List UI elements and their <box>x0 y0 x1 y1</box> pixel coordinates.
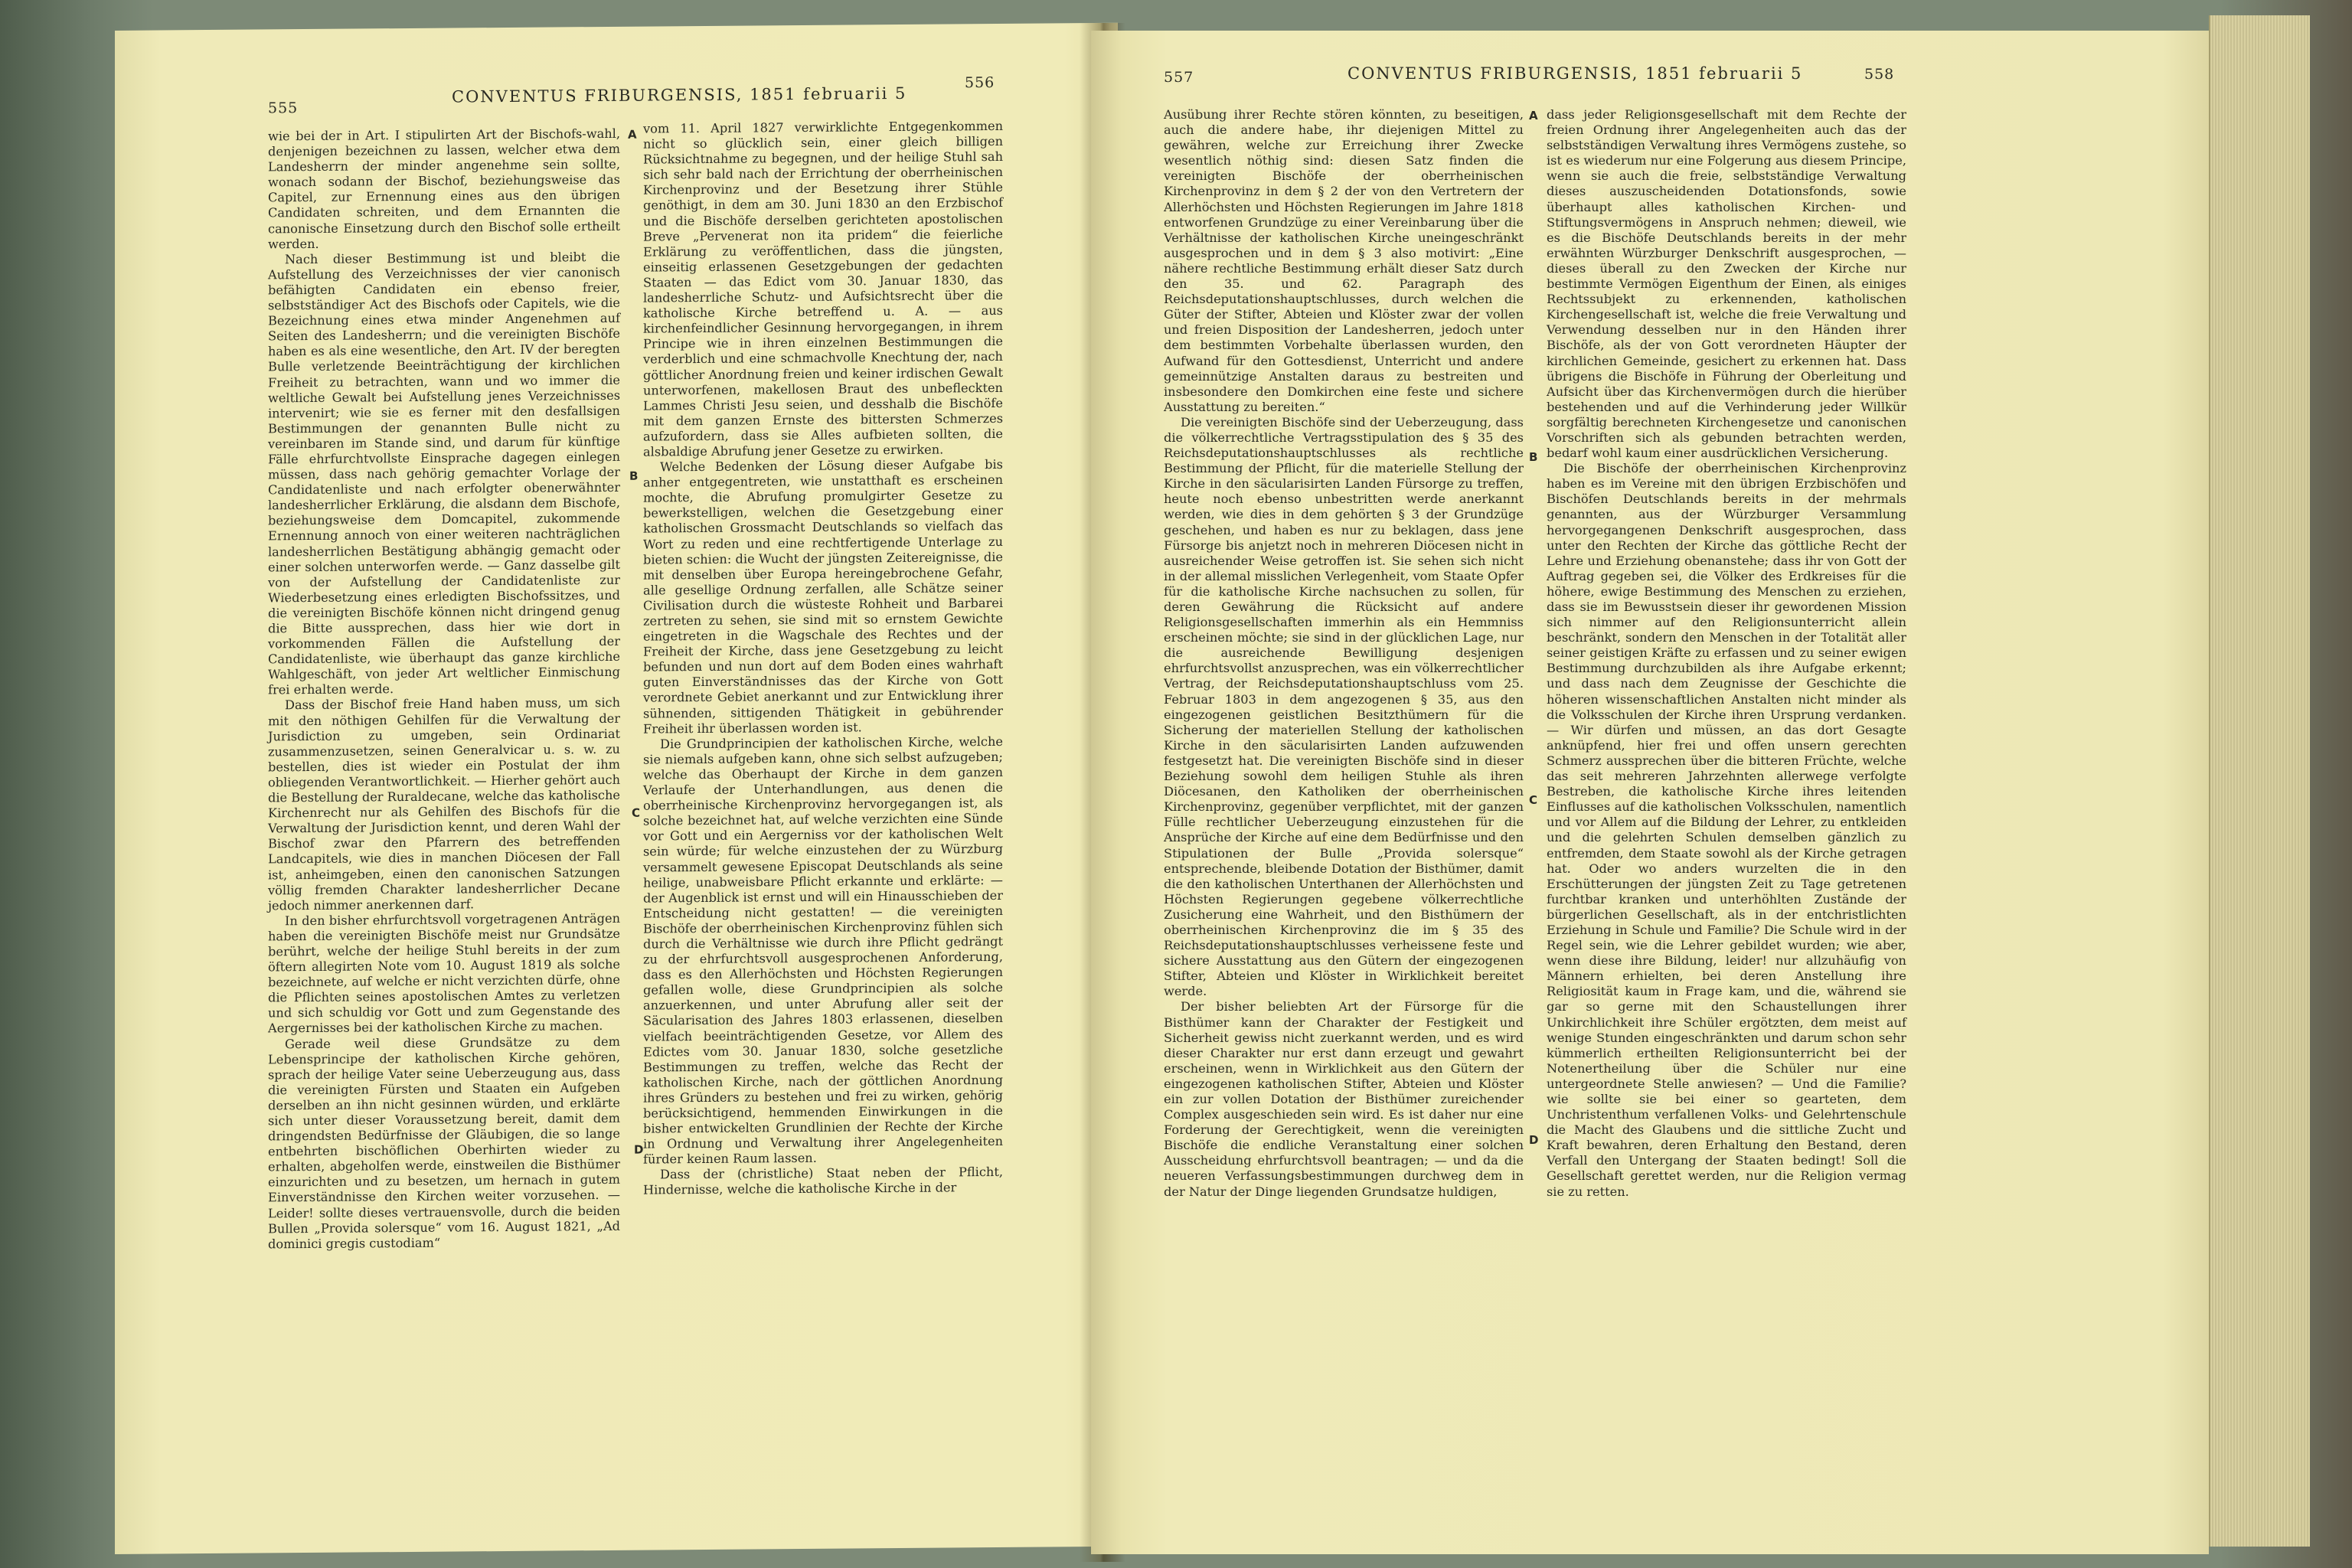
paragraph: Ausübung ihrer Rechte stören könnten, zu beseitigen, auch die andere habe, ihr diejenigen Mittel zu gewähren, welche zur Erreichung ihrer Zwecke wesentlich nöthig sind: diesen Satz finden die vereinigten Bischöfe der oberrheinischen Kirchenprovinz in dem § 2 der von den Vertretern der Allerhöchsten und Höchsten Regierungen im Jahre 1818 entworfenen Grundzüge zu einer Vereinbarung über die Verhältnisse der katholischen Kirche uneingeschränkt ausgesprochen und in dem § 3 also motivirt: „Eine nähere rechtliche Bestimmung erhält dieser Satz durch den 35. und 62. Paragraph des Reichsdeputationshauptschlusses, durch welchen die Güter der Stifter, Abteien und Klöster zwar der vollen und freien Disposition der Landesherren, jedoch unter dem bestimmten Vorbehalte überlassen wurden, den Aufwand für den Gottesdienst, Unterricht und andere gemeinnützige Anstalten daraus zu bestreiten und insbesondere den Domkirchen eine feste und sichere Ausstattung zu bereiten.“ <box>1164 107 1524 414</box>
right-page-column-b <box>1547 107 1906 1200</box>
paragraph: Dass der Bischof freie Hand haben muss, um sich mit den nöthigen Gehilfen für die Verwaltung der Jurisdiction zu umgeben, sein Ordinariat zusammenzusetzen, seinen Generalvicar u. s. w. zu bestellen, dies ist wieder ein Postulat der ihm obliegenden Verantwortlichkeit. — Hierher gehört auch die Bestellung der Ruraldecane, welche das katholische Kirchenrecht nur als Gehilfen des Bischofs für die Verwaltung der Jurisdiction kennt, und deren Wahl der Bischof zwar den Pfarrern des betreffenden Landcapitels, wie dies in manchen Diöcesen der Fall ist, anheimgeben, einen den canonischen Satzungen völlig fremden Charakter landesherrlicher Decane jedoch nimmer anerkennen darf. <box>268 695 620 913</box>
margin-marker-b: B <box>629 469 639 483</box>
running-head-right: CONVENTUS FRIBURGENSIS, 1851 februarii 5 <box>1348 64 1803 83</box>
paragraph: Dass der (christliche) Staat neben der Pflicht, Hindernisse, welche die katholische Kirche in der <box>643 1165 1003 1198</box>
page-edge-stack <box>2209 15 2310 1547</box>
right-page-column-a <box>1164 107 1524 1200</box>
paragraph: dass jeder Religionsgesellschaft mit dem Rechte der freien Ordnung ihrer Angelegenheiten auch das der selbstständigen Verwaltung ihres Vermögens zustehe, so ist es wiederum nur eine Folgerung aus diesem Principe, wenn sie auch die freie, selbstständige Verwaltung dieses auszuscheidenden Dotationsfonds, sowie überhaupt alles katholischen Kirchen- und Stiftungsvermögens in Anspruch nehmen; dieweil, wie es die Bischöfe Deutschlands bereits in der mehr erwähnten Würzburger Denkschrift ausgesprochen, — dieses überall zu den Zwecken der Kirche nur bestimmte Vermögen Eigenthum der Einen, als einiges Rechtssubjekt zu erkennenden, katholischen Kirchengesellschaft ist, welche die freie Verwaltung und Verwendung desselben nur in den Händen ihrer Bischöfe, als der von Gott verordneten Häupter der kirchlichen Gemeinde, gesichert zu erkennen hat. Dass übrigens die Bischöfe in Führung der Oberleitung und Aufsicht über das Kirchenvermögen durch die hierüber bestehenden und auf die Verhinderung jeder Willkür sorgfältig berechneten Kirchengesetze und canonischen Vorschriften sich als gebunden betrachten werden, bedarf wohl kaum einer ausdrücklichen Versicherung. <box>1547 107 1906 461</box>
paragraph: Gerade weil diese Grundsätze zu dem Lebensprincipe der katholischen Kirche gehören, sprach der heilige Vater seine Ueberzeugung aus, dass die vereinigten Fürsten und Staaten ein Aufgeben derselben an ihn nicht gesinnen würden, und erklärte sich unter dieser Voraussetzung bereit, damit dem dringendsten Bedürfnisse der Gläubigen, die so lange entbehrten bischöflichen Oberhirten wieder zu erhalten, abgeholfen werde, einstweilen die Bisthümer einzurichten und zu besetzen, um hernach in gutem Einverständnisse den Kirchen weiter vorzusehen. — Leider! sollte dieses vertrauensvolle, durch die beiden Bullen „Provida solersque“ vom 16. August 1821, „Ad dominici gregis custodiam“ <box>268 1034 620 1252</box>
paragraph: wie bei der in Art. I stipulirten Art der Bischofs-wahl, denjenigen bezeichnen zu lassen, welcher etwa dem Landesherrn der minder angenehme sein sollte, wonach sodann der Bischof, beziehungsweise das Capitel, zur Ernennung eines aus den übrigen Candidaten schreiten, und dem Ernannten die canonische Einsetzung durch den Bischof solle ertheilt werden. <box>268 126 620 252</box>
paragraph: Nach dieser Bestimmung ist und bleibt die Aufstellung des Verzeichnisses der vier canonisch befähigten Candidaten ein ebenso freier, selbstständiger Act des Bischofs oder Capitels, wie die Bezeichnung eines etwa minder Angenehmen auf Seiten des Landesherrn; und die vereinigten Bischöfe haben es als eine wesentliche, den Art. IV der beregten Bulle verletzende Beeinträchtigung der kirchlichen Freiheit zu betrachten, wann und wo immer die weltliche Gewalt bei Aufstellung jenes Verzeichnisses intervenirt; wie sie es ferner mit den desfallsigen Bestimmungen der genannten Bulle nicht zu vereinbaren im Stande sind, und darum für künftige Fälle ehrfurchtvollste Einsprache dagegen einlegen müssen, dass nach gehörig gemachter Vorlage der Candidatenliste und nach erfolgter obenerwähnter landesherrlicher Erklärung, die alsdann dem Bischofe, beziehungsweise dem Domcapitel, zukommende Ernennung annoch von einer weiteren nachträglichen landesherrlichen Bestätigung abhängig gemacht oder einer solchen unterworfen werde. — Ganz dasselbe gilt von der Aufstellung der Candidatenliste zur Wiederbesetzung eines erledigten Bischofssitzes, und die vereinigten Bischöfe können nicht dringend genug die Bitte aussprechen, dass hier wie dort in vorkommenden Fällen die Aufstellung der Candidatenliste, wie überhaupt das ganze kirchliche Wahlgeschäft, von jeder Art weltlicher Einmischung frei erhalten werde. <box>268 249 620 697</box>
paragraph: Welche Bedenken der Lösung dieser Aufgabe bis anher entgegentreten, wie unstatthaft es erscheinen mochte, die Abrufung promulgirter Gesetze zu bewerkstelligen, welchen die Gesetzgebung einer katholischen Grossmacht Deutschlands so vielfach das Wort zu reden und eine rechtfertigende Unterlage zu bieten schien: die Wucht der jüngsten Zeitereignisse, die mit denselben über Europa hereingebrochene Gefahr, alle gesellige Ordnung zerfallen, alle Schätze seiner Civilisation durch die wüsteste Rohheit und Barbarei zertreten zu sehen, sie sind mit so ernstem Gewichte eingetreten in die Wagschale des Rechtes und der Freiheit der Kirche, dass jene Gesetzgebung zu leicht befunden und nun dort auf dem Boden eines wahrhaft guten Einverständnisses das der Kirche von Gott verordnete Gebiet anerkannt und zur Entwicklung ihrer sühnenden, sittigenden Thätigkeit in gebührender Freiheit ihr überlassen worden ist. <box>643 456 1003 737</box>
left-page <box>115 23 1118 1554</box>
page-number-557: 557 <box>1164 69 1194 86</box>
running-head-left: CONVENTUS FRIBURGENSIS, 1851 februarii 5 <box>452 83 907 106</box>
paragraph: Die Bischöfe der oberrheinischen Kirchenprovinz haben es im Vereine mit den übrigen Erzbischöfen und Bischöfen Deutschlands bereits in der mehrmals genannten, aus der Würzburger Versammlung hervorgegangenen Denkschrift ausgesprochen, dass unter den Rechten der Kirche das göttliche Recht der Lehre und Erziehung obenanstehe; dass ihr von Gott der Auftrag gegeben sei, die Völker des Erdkreises für die höhere, ewige Bestimmung des Menschen zu erziehen, dass sie im Bewusstsein dieser ihr gewordenen Mission sich nimmer auf den Religionsunterricht allein beschränkt, sondern den Menschen in der Totalität aller seiner geistigen Kräfte zu erfassen und zu seiner ewigen Bestimmung durchzubilden als ihre Aufgabe erkennt; und dass nach dem Zeugnisse der Geschichte die höheren wissenschaftlichen Anstalten nicht minder als die Volksschulen der Kirche ihren Ursprung verdanken. — Wir dürfen und müssen, an das dort Gesagte anknüpfend, hier frei und offen unsern gerechten Schmerz aussprechen über die bitteren Früchte, welche das seit mehreren Jahrzehnten allerwege verfolgte Bestreben, die katholische Kirche ihres leitenden Einflusses auf die katholischen Volksschulen, namentlich und vor Allem auf die Bildung der Lehrer, zu entkleiden und die gelehrten Schulen demselben gänzlich zu entfremden, dem Staate sowohl als der Kirche getragen hat. Oder wo anders wurzelten die in den Erschütterungen der jüngsten Zeit zu Tage getretenen furchtbar kranken und unterhöhlten Zustände der bürgerlichen Gesellschaft, als in der entchristlichten Erziehung in Schule und Familie? Die Schule wird in der Regel sein, wie die Lehrer gebildet wurden; wie aber, wenn diese ihre Bildung, leider! nur allzuhäufig von Männern erhielten, bei deren Anstellung ihre Religiosität kaum in Frage kam, und die, während sie gar so gerne mit den Schaustellungen ihrer Unkirchlichkeit ihre Schüler ergötzten, dem meist auf wenige Stunden eingeschränkten und darum schon sehr kümmerlich ertheilten Religionsunterricht bei der Notenertheilung über die Schüler nur eine untergeordnete Stelle anwiesen? — Und die Familie? wie sollte sie bei einer so gearteten, dem Unchristenthum verfallenen Volks- und Gelehrtenschule die Macht des Glaubens und die sittliche Zucht und Kraft bewahren, deren Erhaltung den Bestand, deren Verfall den Untergang der Staaten bedingt! Soll die Gesellschaft gerettet werden, nur die Religion vermag sie zu retten. <box>1547 461 1906 1199</box>
paragraph: In den bisher ehrfurchtsvoll vorgetragenen Anträgen haben die vereinigten Bischöfe meist nur Grundsätze berührt, welche der heilige Stuhl bereits in der zum öftern allegirten Note vom 10. August 1819 als solche bezeichnete, auf welche er nicht verzichten dürfe, ohne die Pflichten seines apostolischen Amtes zu verletzen und sich schuldig vor Gott und zum Gegenstande des Aergernisses bei der katholischen Kirche zu machen. <box>268 910 620 1036</box>
left-page-column-a <box>268 126 620 1252</box>
paragraph: vom 11. April 1827 verwirklichte Entgegenkommen nicht so glücklich sein, einer gleich billigen Rücksichtnahme zu begegnen, und der heilige Stuhl sah sich sehr bald nach der Errichtung der oberrheinischen Kirchenprovinz und der Besetzung ihrer Stühle genöthigt, in dem am 30. Juni 1830 an den Erzbischof und die Bischöfe derselben gerichteten apostolischen Breve „Pervenerat non ita pridem“ die feierliche Erklärung zu veröffentlichen, dass die jüngsten, einseitig erlassenen Gesetzgebungen der gedachten Staaten — das Edict vom 30. Januar 1830, das landesherrliche Schutz- und Aufsichtsrecht über die katholische Kirche betreffend u. A. — aus kirchenfeindlicher Gesinnung hervorgegangen, in ihrem Principe wie in ihren einzelnen Bestimmungen die verderblich und eine schmachvolle Knechtung der, nach göttlicher Anordnung freien und keiner irdischen Gewalt unterworfenen, makellosen Braut des unbefleckten Lammes Christi Jesu seien, und desshalb die Bischöfe mit dem ganzen Ernste des bittersten Schmerzes aufzufordern, dass sie Alles aufbieten sollten, die alsbaldige Abrufung jener Gesetze zu erwirken. <box>643 118 1003 459</box>
margin-marker-d: D <box>634 1142 644 1157</box>
margin-marker-a: A <box>1529 109 1538 122</box>
margin-marker-b: B <box>1529 450 1538 464</box>
margin-marker-c: C <box>632 805 641 820</box>
right-page <box>1091 31 2209 1554</box>
page-number-558: 558 <box>1864 66 1895 83</box>
paragraph: Der bisher beliebten Art der Fürsorge für die Bisthümer kann der Charakter der Festigkeit und Sicherheit gewiss nicht zuerkannt werden, und es wird dieser Charakter nur erst dann erzeugt und gewahrt erscheinen, wenn in Wirklichkeit aus den Gütern der eingezogenen katholischen Stifter, Abteien und Klöster ein zur vollen Dotation der Bisthümer zureichender Complex ausgeschieden sein wird. Es ist daher nur eine Forderung der Gerechtigkeit, wenn die vereinigten Bischöfe die endliche Veranstaltung einer solchen Ausscheidung ehrfurchtsvoll beantragen; — und da die neueren Verfassungsbestimmungen durchweg dem in der Natur der Dinge liegenden Grundsatze huldigen, <box>1164 999 1524 1199</box>
paragraph: Die vereinigten Bischöfe sind der Ueberzeugung, dass die völkerrechtliche Vertragsstipulation des § 35 des Reichsdeputationshauptschlusses als rechtliche Bestimmung der Pflicht, für die materielle Stellung der Kirche in den säcularisirten Landen Fürsorge zu treffen, heute noch ebenso unbestritten werde anerkannt werden, wie dies in dem gehörten § 3 der Grundzüge geschehen, und haben es nur zu beklagen, dass jene Fürsorge bis anjetzt noch in mehreren Diöcesen nicht in ausreichender Weise getroffen ist. Sie sehen sich nicht in der allemal misslichen Verlegenheit, vom Staate Opfer für die katholische Kirche nachsuchen zu sollen, für deren Gewährung die Rücksicht auf andere Religionsgesellschaften immerhin als ein Hemmniss erscheinen möchte; sie sind in der glücklichen Lage, nur die ausreichende Bewilligung desjenigen ehrfurchtsvollst anzusprechen, was ein völkerrechtlicher Vertrag, der Reichsdeputationshauptschluss vom 25. Februar 1803 in dem angezogenen § 35, aus den eingezogenen geistlichen Besitzthümern für die Sicherung der materiellen Stellung der katholischen Kirche in den säcularisirten Landen aufzuwenden festgesetzt hat. Die vereinigten Bischöfe sind in dieser Beziehung sowohl dem heiligen Stuhle als ihren Diöcesanen, den Katholiken der oberrheinischen Kirchenprovinz, gegenüber verpflichtet, mit der ganzen Fülle rechtlicher Ueberzeugung einzustehen für die Ansprüche der Kirche auf eine dem Bedürfnisse und den Stipulationen der Bulle „Provida solersque“ entsprechende, bleibende Dotation der Bisthümer, damit die den katholischen Unterthanen der Allerhöchsten und Höchsten Regierungen gegebene völkerrechtliche Zusicherung eine Wahrheit, und den Bisthümern der oberrheinischen Kirchenprovinz die im § 35 des Reichsdeputationshauptschlusses verheissene feste und sichere Ausstattung aus den Gütern der eingezogenen Stifter, Abteien und Klöster in Wirklichkeit bereitet werde. <box>1164 414 1524 999</box>
margin-marker-d: D <box>1529 1133 1539 1147</box>
margin-marker-c: C <box>1529 793 1538 807</box>
margin-marker-a: A <box>628 127 637 142</box>
paragraph: Die Grundprincipien der katholischen Kirche, welche sie niemals aufgeben kann, ohne sich selbst aufzugeben; welche das Oberhaupt der Kirche in dem ganzen Verlaufe der Unterhandlungen, aus denen die oberrheinische Kirchenprovinz hervorgegangen ist, als solche bezeichnet hat, auf welche verzichten eine Sünde vor Gott und ein Aergerniss vor der katholischen Welt sein würde; für welche einzustehen der zu Würzburg versammelt gewesene Episcopat Deutschlands als seine heilige, unabweisbare Pflicht erkannte und erklärte: — der Augenblick ist ernst und will ein Hinausschieben der Entscheidung nicht gestatten! — die vereinigten Bischöfe der oberrheinischen Kirchenprovinz fühlen sich durch die Verhältnisse wie durch ihre Pflicht gedrängt zu der ehrfurchtsvoll ausgesprochenen Anforderung, dass es den Allerhöchsten und Höchsten Regierungen gefallen wolle, diese Grundprincipien als solche anzuerkennen, und unter Abrufung aller seit der Säcularisation des Jahres 1803 erlassenen, dieselben vielfach beeinträchtigenden Gesetze, vor Allem des Edictes vom 30. Januar 1830, solche gesetzliche Bestimmungen zu treffen, welche das Recht der katholischen Kirche, nach der göttlichen Anordnung ihres Gründers zu bestehen und frei zu wirken, gehörig berücksichtigend, hemmenden Einwirkungen in die bisher entwickelten Grundlinien der Rechte der Kirche in Ordnung und Verwaltung ihrer Angelegenheiten fürder keinen Raum lassen. <box>643 733 1003 1167</box>
page-number-555: 555 <box>268 100 299 117</box>
page-number-556: 556 <box>965 74 995 92</box>
left-page-column-b <box>643 119 1003 1198</box>
